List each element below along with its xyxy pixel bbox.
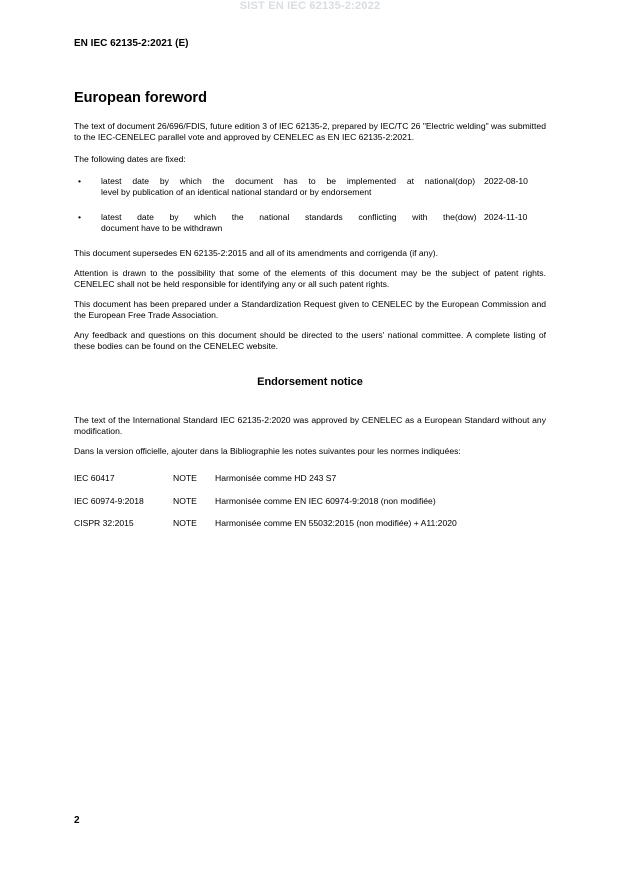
word: has: [283, 176, 298, 186]
feedback-paragraph: Any feedback and questions on this document should be directed to the users' national committee. A complete listing of these bodies can be found on the CENELEC website.: [74, 330, 546, 351]
watermark: SIST EN IEC 62135-2:2022: [239, 0, 381, 12]
word: date: [137, 212, 154, 222]
word: by: [159, 176, 169, 186]
dates-intro-paragraph: The following dates are fixed:: [74, 154, 186, 164]
supersedes-paragraph: This document supersedes EN 62135-2:2015 and all of its amendments and corrigenda (if any).: [74, 248, 439, 258]
word: national: [424, 176, 455, 186]
word: implemented: [346, 176, 397, 186]
date-description: [101, 212, 455, 234]
date-value: 2024-11-10: [484, 212, 528, 222]
word: the: [231, 212, 244, 222]
word: which: [194, 212, 217, 222]
note-text: Harmonisée comme HD 243 S7: [215, 473, 337, 483]
note-row: [74, 496, 546, 508]
bullet-icon: •: [78, 212, 82, 222]
word: standards: [304, 212, 343, 222]
date-value: 2022-08-10: [484, 176, 528, 186]
word: national: [259, 212, 290, 222]
note-row: [74, 473, 546, 485]
endorsement-text-paragraph: The text of the International Standard IEC 62135-2:2020 was approved by CENELEC as a European Standard without any modification.: [74, 415, 546, 436]
date-description-line-1: [101, 212, 455, 223]
word: be: [326, 176, 337, 186]
word: at: [406, 176, 414, 186]
date-description-line-1: [101, 176, 455, 187]
word: the: [443, 212, 455, 222]
word: to: [308, 176, 316, 186]
note-text: Harmonisée comme EN IEC 60974-9:2018 (non modifiée): [215, 495, 436, 506]
date-description-line-2: level by publication of an identical national standard or by endorsement: [101, 187, 372, 197]
word: latest: [101, 176, 122, 186]
word: conflicting: [358, 212, 397, 222]
note-text: Harmonisée comme EN 55032:2015 (non modifiée) + A11:2020: [215, 518, 457, 528]
european-foreword-heading: European foreword: [74, 90, 207, 106]
endorsement-notice-heading: Endorsement notice: [257, 376, 363, 388]
note-standard: IEC 60417: [74, 473, 115, 483]
word: with: [412, 212, 428, 222]
word: document: [235, 176, 274, 186]
note-label: NOTE: [173, 518, 197, 528]
word: the: [212, 176, 225, 186]
note-label: NOTE: [173, 473, 197, 483]
date-description: [101, 176, 455, 198]
bibliography-intro-paragraph: Dans la version officielle, ajouter dans la Bibliographie les notes suivantes pour les normes indiquées:: [74, 446, 461, 456]
foreword-intro-paragraph: The text of document 26/696/FDIS, future edition 3 of IEC 62135-2, prepared by IEC/TC 26 "Electric welding" was submitted to the IEC-CENELEC parallel vote and approved by CENELEC as EN IEC 62135-2:2021.: [74, 121, 546, 142]
bibliography-notes-list: [74, 473, 546, 530]
date-item-dop: [74, 176, 546, 198]
standardization-request-paragraph: This document has been prepared under a Standardization Request given to CENELEC by the European Commission and the European Free Trade Association.: [74, 299, 546, 320]
note-label: NOTE: [173, 495, 197, 506]
date-item-dow: [74, 212, 546, 234]
word: which: [179, 176, 202, 186]
note-row: [74, 518, 546, 530]
note-standard: CISPR 32:2015: [74, 518, 134, 528]
document-id-header: EN IEC 62135-2:2021 (E): [74, 38, 189, 49]
date-code: (dow): [455, 212, 477, 222]
date-description-line-2: document have to be withdrawn: [101, 223, 223, 233]
word: date: [132, 176, 150, 186]
fixed-dates-list: [74, 176, 546, 234]
word: by: [169, 212, 179, 222]
patent-rights-paragraph: Attention is drawn to the possibility that some of the elements of this document may be the subject of patent rights. CENELEC shall not be held responsible for identifying any or all such patent rights.: [74, 268, 546, 289]
word: latest: [101, 212, 122, 222]
date-code: (dop): [455, 176, 476, 186]
note-standard: IEC 60974-9:2018: [74, 495, 144, 506]
page-number: 2: [74, 815, 80, 826]
page-body: [74, 90, 546, 541]
bullet-icon: •: [78, 176, 82, 186]
